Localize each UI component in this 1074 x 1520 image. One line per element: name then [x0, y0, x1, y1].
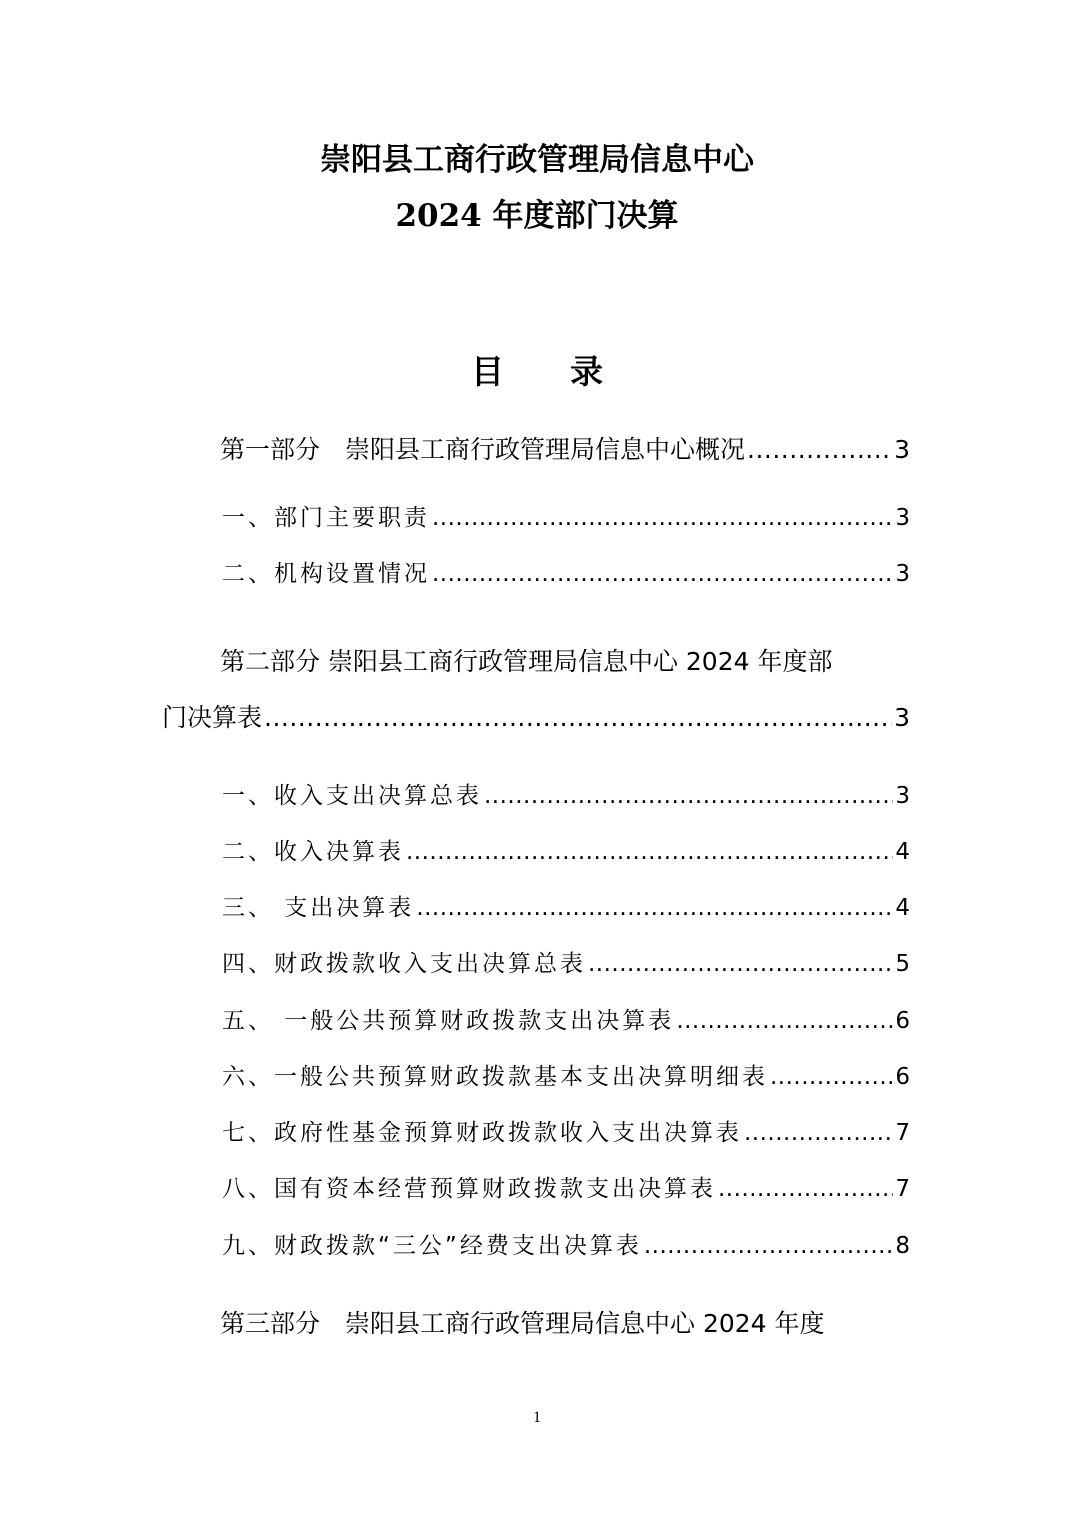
toc-entry-label: 二、机构设置情况: [222, 561, 430, 587]
toc-entry-page: 3: [895, 783, 910, 809]
toc-entry-label: 五、 一般公共预算财政拨款支出决算表: [222, 1008, 675, 1034]
toc-entry-part-2-line-1[interactable]: 第二部分 崇阳县工商行政管理局信息中心 2024 年度部: [220, 647, 833, 676]
toc-leader-dots: [718, 1171, 893, 1207]
toc-leader-dots: [588, 946, 893, 982]
toc-leader-dots: [406, 834, 893, 870]
toc-entry-part2-item-7[interactable]: [222, 1115, 910, 1151]
toc-entry-label: 四、财政拨款收入支出决算总表: [222, 951, 586, 977]
toc-entry-part2-item-9[interactable]: [222, 1228, 910, 1264]
toc-entry-part2-item-2[interactable]: [222, 834, 910, 870]
toc-entry-part2-item-6[interactable]: [222, 1059, 910, 1095]
toc-leader-dots: [416, 890, 893, 926]
toc-entry-part-2-line-2[interactable]: [162, 700, 910, 736]
toc-entry-page: 3: [895, 561, 910, 587]
toc-entry-part2-item-5[interactable]: [222, 1003, 910, 1039]
toc-entry-page: 3: [894, 435, 910, 464]
toc-entry-label: 六、一般公共预算财政拨款基本支出决算明细表: [222, 1064, 768, 1090]
toc-entry-part-3[interactable]: 第三部分 崇阳县工商行政管理局信息中心 2024 年度: [220, 1309, 825, 1338]
toc-entry-page: 7: [895, 1120, 910, 1146]
toc-leader-dots: [432, 556, 893, 592]
document-title-line-1: 崇阳县工商行政管理局信息中心: [320, 142, 754, 178]
toc-entry-label: 九、财政拨款“三公”经费支出决算表: [222, 1233, 642, 1259]
toc-entry-page: 3: [894, 703, 910, 732]
toc-entry-part2-item-4[interactable]: [222, 946, 910, 982]
toc-entry-label: 八、国有资本经营预算财政拨款支出决算表: [222, 1176, 716, 1202]
toc-leader-dots: [747, 432, 892, 468]
toc-entry-label: 门决算表: [162, 703, 263, 732]
toc-entry-part2-item-8[interactable]: [222, 1171, 910, 1207]
toc-entry-page: 6: [895, 1008, 910, 1034]
toc-entry-page: 4: [895, 839, 910, 865]
toc-entry-label: 一、部门主要职责: [222, 505, 430, 531]
document-title-line-2: 2024 年度部门决算: [395, 198, 679, 234]
toc-heading-char-1: 目: [471, 352, 504, 391]
toc-heading: [0, 350, 1074, 394]
toc-entry-page: 8: [895, 1233, 910, 1259]
toc-entry-part1-item-1[interactable]: [222, 500, 910, 536]
toc-entry-part1-item-2[interactable]: [222, 556, 910, 592]
toc-entry-label: 第一部分 崇阳县工商行政管理局信息中心概况: [220, 435, 746, 464]
toc-entry-label: 三、 支出决算表: [222, 895, 415, 921]
toc-heading-char-2: 录: [570, 352, 603, 391]
toc-entry-label: 二、收入决算表: [222, 839, 404, 865]
toc-entry-label: 七、政府性基金预算财政拨款收入支出决算表: [222, 1120, 742, 1146]
toc-leader-dots: [676, 1003, 893, 1039]
toc-leader-dots: [744, 1115, 893, 1151]
toc-leader-dots: [432, 500, 893, 536]
toc-entry-page: 4: [895, 895, 910, 921]
toc-entry-label: 一、收入支出决算总表: [222, 783, 482, 809]
toc-entry-part-1[interactable]: [220, 432, 910, 468]
toc-leader-dots: [484, 778, 893, 814]
toc-leader-dots: [264, 700, 892, 736]
toc-entry-page: 5: [895, 951, 910, 977]
toc-entry-page: 3: [895, 505, 910, 531]
toc-entry-page: 6: [895, 1064, 910, 1090]
toc-leader-dots: [644, 1228, 894, 1264]
page-number: 1: [533, 1409, 541, 1426]
toc-entry-page: 7: [895, 1176, 910, 1202]
toc-entry-part2-item-3[interactable]: [222, 890, 910, 926]
toc-leader-dots: [770, 1059, 893, 1095]
toc-entry-part2-item-1[interactable]: [222, 778, 910, 814]
